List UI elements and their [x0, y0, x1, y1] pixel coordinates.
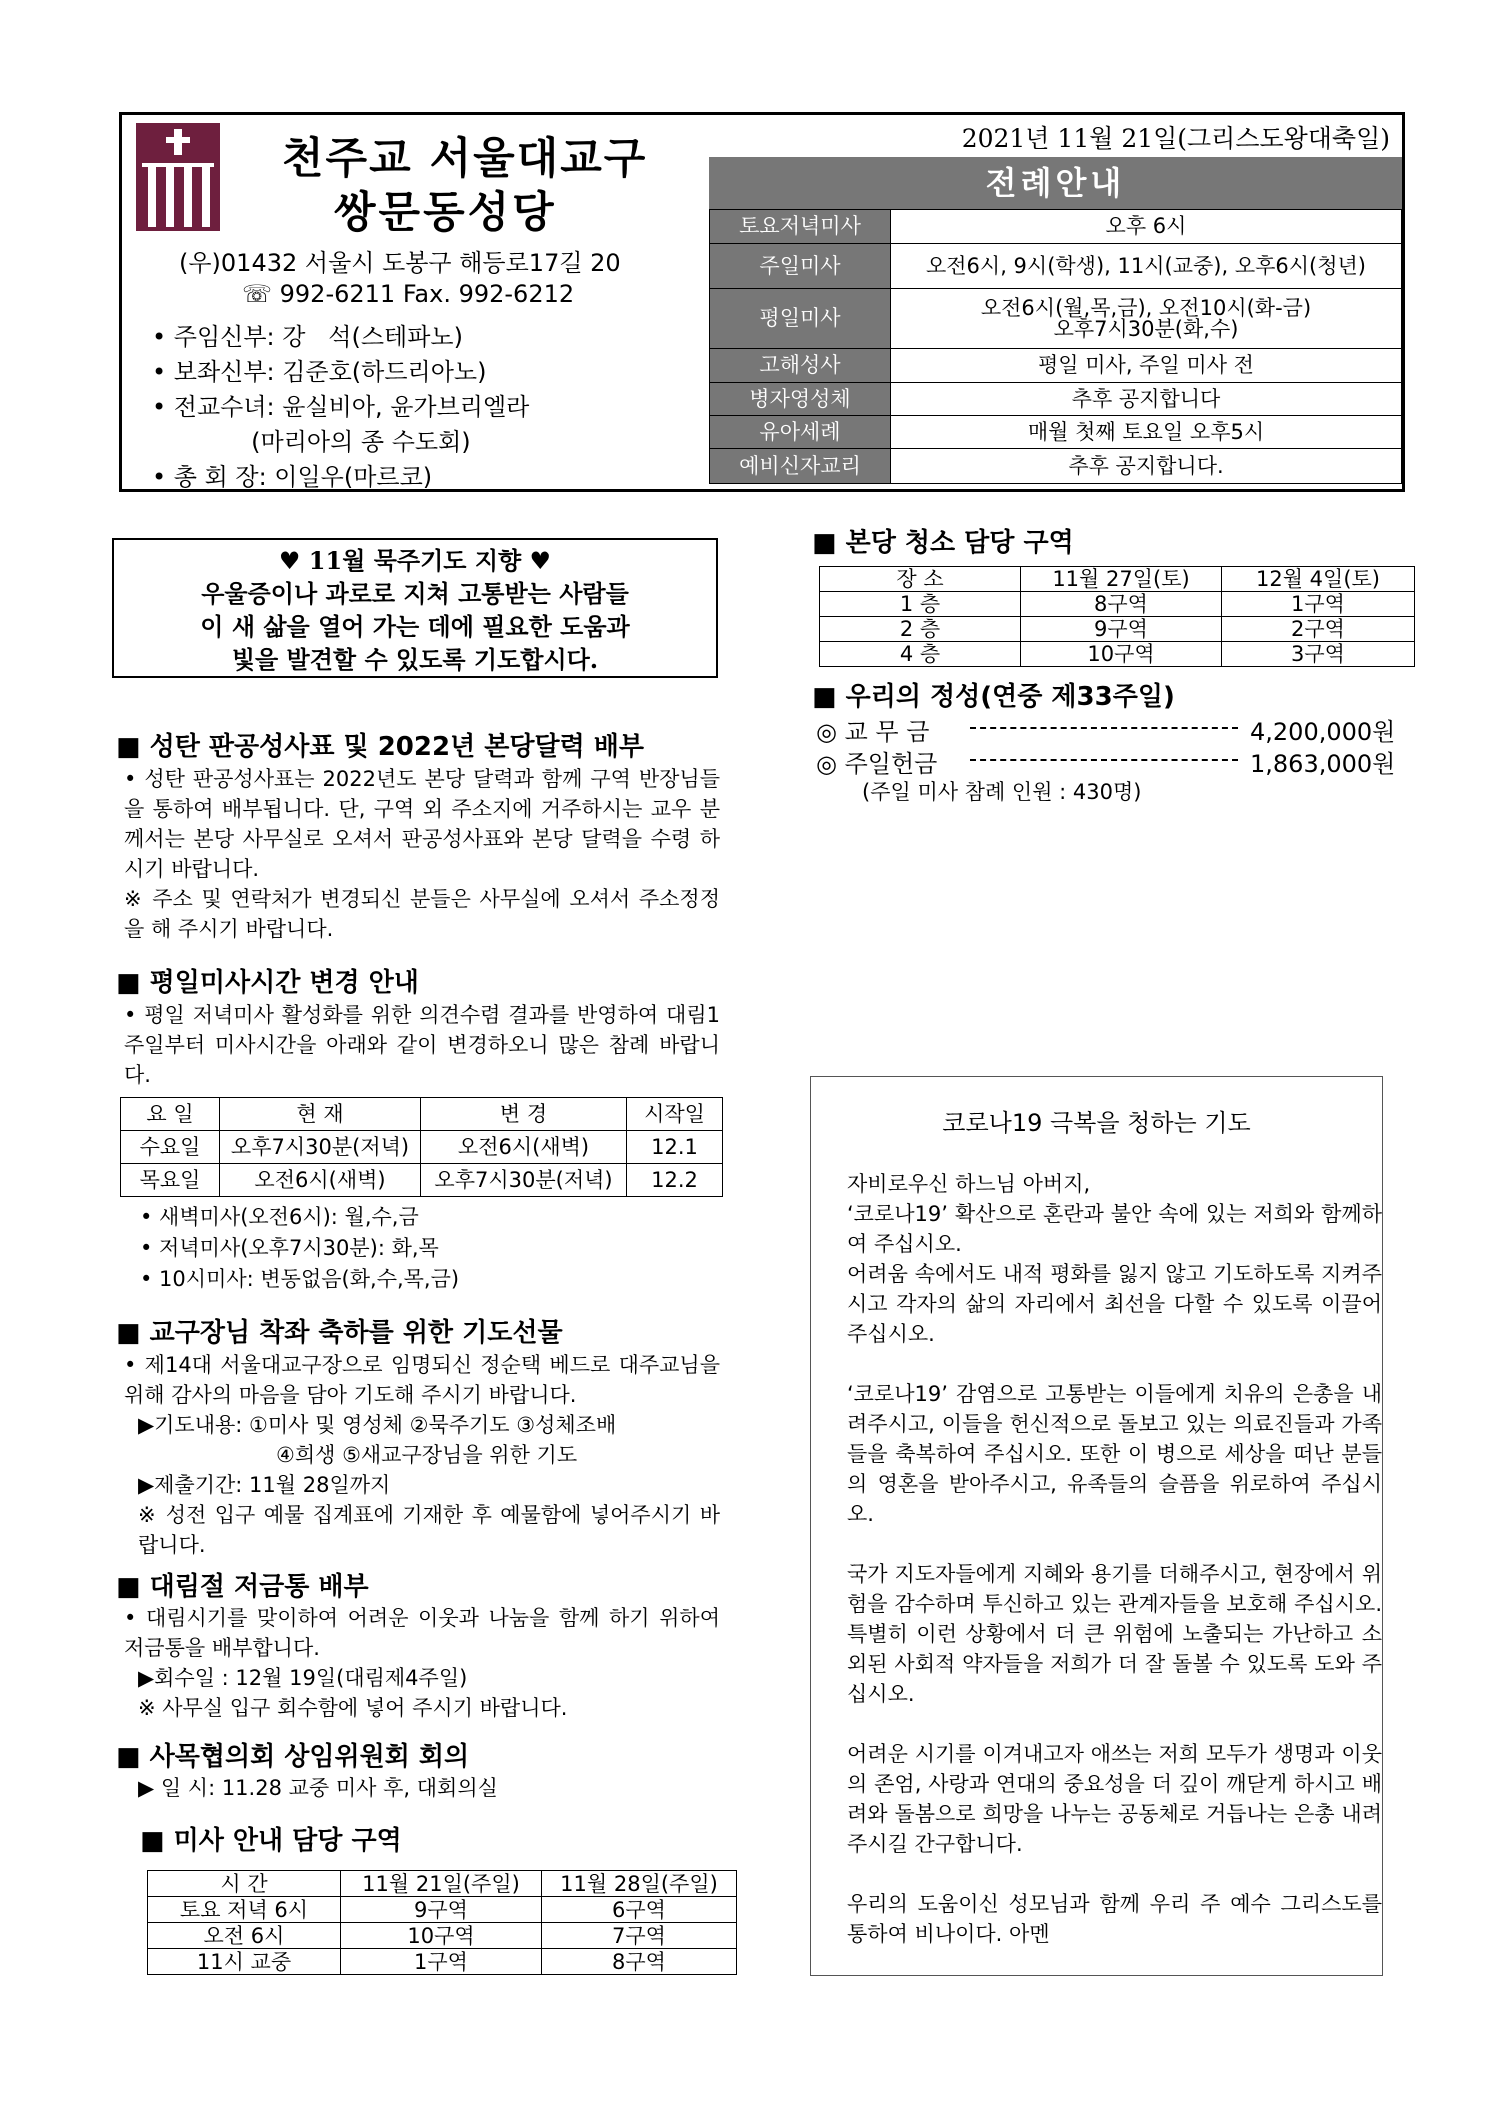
table-cell: 오전 6시: [148, 1923, 341, 1949]
liturgy-label: 고해성사: [710, 349, 891, 383]
table-cell: 토요 저녁 6시: [148, 1897, 341, 1923]
table-header: 11월 28일(주일): [542, 1871, 737, 1897]
table-cell: 오후7시30분(저녁): [421, 1164, 627, 1197]
section-body: [124, 764, 720, 944]
table-cell: 3구역: [1222, 642, 1415, 667]
prayer-paragraph: 국가 지도자들에게 지혜와 용기를 더해주시고, 현장에서 위험을 감수하며 투신하고 있는 관계자들을 보호해 주십시오. 특별히 이런 상황에서 더 큰 위험에 노출되는 가난하고 소외된 사회적 약자들을 저희가 더 잘 돌볼 수 있도록 도와 주십시오.: [847, 1562, 1382, 1706]
prayer-paragraph: 자비로우신 하느님 아버지, ‘코로나19’ 확산으로 혼란과 불안 속에 있는 저희와 함께하여 주십시오. 어려움 속에서도 내적 평화를 잃지 않고 기도하도록 지켜주시고 각자의 삶의 자리에서 최선을 다할 수 있도록 이끌어 주십시오.: [847, 1172, 1382, 1346]
liturgy-table: [709, 209, 1402, 484]
table-cell: 1구역: [1222, 592, 1415, 617]
bullet-line: • 저녁미사(오후7시30분): 화,목: [140, 1236, 439, 1260]
table-cell: 7구역: [542, 1923, 737, 1949]
mass-guide-table: [147, 1870, 737, 1975]
section-body: [124, 1000, 720, 1090]
staff-line: • 보좌신부: 김준호(하드리아노): [152, 358, 487, 386]
table-cell: 8구역: [1021, 592, 1222, 617]
liturgy-title: 전례안내: [709, 157, 1402, 209]
table-cell: 6구역: [542, 1897, 737, 1923]
paragraph: • 평일 저녁미사 활성화를 위한 의견수렴 결과를 반영하여 대림1주일부터 미사시간을 아래와 같이 변경하오니 많은 참례 바랍니다.: [124, 1003, 720, 1087]
offering-label: ◎ 교 무 금: [816, 718, 930, 746]
monthly-prayer-line: 빛을 발견할 수 있도록 기도합시다.: [231, 645, 599, 674]
liturgy-label: 예비신자교리: [710, 449, 891, 484]
paragraph: ④희생 ⑤새교구장님을 위한 기도: [276, 1443, 578, 1467]
table-cell: 목요일: [121, 1164, 220, 1197]
table-cell: 2 층: [820, 617, 1021, 642]
table-cell: 오후7시30분(저녁): [220, 1131, 421, 1164]
paragraph: ※ 사무실 입구 회수함에 넣어 주시기 바랍니다.: [138, 1696, 568, 1720]
liturgy-label: 주일미사: [710, 244, 891, 289]
bulletin-date: 2021년 11월 21일(그리스도왕대축일): [961, 124, 1390, 153]
paragraph: ▶제출기간: 11월 28일까지: [138, 1473, 391, 1497]
liturgy-label: 유아세례: [710, 416, 891, 449]
table-cell: 4 층: [820, 642, 1021, 667]
prayer-paragraph: 우리의 도움이신 성모님과 함께 우리 주 예수 그리스도를 통하여 비나이다. 아멘: [847, 1892, 1382, 1946]
corona-prayer-box: [810, 1076, 1383, 1976]
liturgy-label: 평일미사: [710, 289, 891, 349]
liturgy-value: 오후 6시: [891, 210, 1402, 244]
prayer-paragraph: 어려운 시기를 이겨내고자 애쓰는 저희 모두가 생명과 이웃의 존엄, 사랑과 연대의 중요성을 더 깊이 깨닫게 하시고 배려와 돌봄으로 희망을 나누는 공동체로 거듭나는 은총 내려 주시길 간구합니다.: [847, 1742, 1382, 1856]
liturgy-value: 추후 공지합니다: [891, 383, 1402, 416]
table-header: 장 소: [820, 567, 1021, 592]
paragraph: ▶회수일 : 12월 19일(대림제4주일): [138, 1666, 468, 1690]
section-title: ■ 교구장님 착좌 축하를 위한 기도선물: [116, 1318, 563, 1348]
paragraph: • 성탄 판공성사표는 2022년도 본당 달력과 함께 구역 반장님들을 통하여 배부됩니다. 단, 구역 외 주소지에 거주하시는 교우 분께서는 본당 사무실로 오셔서 판공성사표와 본당 달력을 수령 하시기 바랍니다.: [124, 767, 720, 881]
table-header: 시작일: [627, 1098, 723, 1131]
section-title: ■ 사목협의회 상임위원회 회의: [116, 1742, 470, 1772]
offering-value: 4,200,000원: [1250, 718, 1396, 746]
parish-name-line2: 쌍문동성당: [334, 188, 557, 238]
table-cell: 12.1: [627, 1131, 723, 1164]
corona-prayer-title: 코로나19 극복을 청하는 기도: [942, 1109, 1251, 1137]
paragraph: ▶ 일 시: 11.28 교중 미사 후, 대회의실: [138, 1776, 498, 1800]
offering-label: ◎ 주일헌금: [816, 750, 938, 778]
table-cell: 1구역: [341, 1949, 542, 1975]
staff-line: • 주임신부: 강 석(스테파노): [152, 323, 463, 351]
leader-line: [970, 727, 1238, 729]
table-header: 11월 27일(토): [1021, 567, 1222, 592]
table-header: 11월 21일(주일): [341, 1871, 542, 1897]
mass-schedule-notes: [140, 1202, 459, 1295]
section-title: ■ 미사 안내 담당 구역: [140, 1826, 402, 1856]
liturgy-label: 토요저녁미사: [710, 210, 891, 244]
attendance-note: (주일 미사 참례 인원 : 430명): [862, 780, 1142, 804]
monthly-prayer-box: [112, 538, 718, 678]
section-title: ■ 우리의 정성(연중 제33주일): [812, 682, 1175, 712]
liturgy-label: 병자영성체: [710, 383, 891, 416]
parish-address: (우)01432 서울시 도봉구 해등로17길 20: [179, 249, 621, 277]
table-cell: 9구역: [1021, 617, 1222, 642]
table-cell: 12.2: [627, 1164, 723, 1197]
table-cell: 수요일: [121, 1131, 220, 1164]
monthly-prayer-title: ♥ 11월 묵주기도 지향 ♥: [278, 546, 552, 575]
bullet-line: • 새벽미사(오전6시): 월,수,금: [140, 1205, 419, 1229]
table-header: 요 일: [121, 1098, 220, 1131]
staff-line: (마리아의 종 수도회): [152, 428, 471, 456]
mass-change-table: [120, 1097, 723, 1197]
table-cell: 8구역: [542, 1949, 737, 1975]
paragraph: ※ 성전 입구 예물 집계표에 기재한 후 예물함에 넣어주시기 바랍니다.: [138, 1503, 720, 1557]
section-body: [124, 1603, 720, 1723]
monthly-prayer-line: 우울증이나 과로로 지쳐 고통받는 사람들: [201, 579, 629, 608]
section-title: ■ 본당 청소 담당 구역: [812, 528, 1074, 558]
paragraph: ※ 주소 및 연락처가 변경되신 분들은 사무실에 오셔서 주소정정을 해 주시기 바랍니다.: [124, 887, 720, 941]
table-cell: 11시 교중: [148, 1949, 341, 1975]
section-body: [124, 1350, 720, 1560]
table-cell: 9구역: [341, 1897, 542, 1923]
prayer-paragraph: ‘코로나19’ 감염으로 고통받는 이들에게 치유의 은총을 내려주시고, 이들을 헌신적으로 돌보고 있는 의료진들과 가족들을 축복하여 주십시오. 또한 이 병으로 세상을 떠난 분들의 영혼을 받아주시고, 유족들의 슬픔을 위로하여 주십시오.: [847, 1382, 1382, 1526]
section-title: ■ 대림절 저금통 배부: [116, 1572, 369, 1602]
table-header: 변 경: [421, 1098, 627, 1131]
liturgy-value: 평일 미사, 주일 미사 전: [891, 349, 1402, 383]
offering-value: 1,863,000원: [1250, 750, 1396, 778]
table-cell: 2구역: [1222, 617, 1415, 642]
paragraph: • 제14대 서울대교구장으로 임명되신 정순택 베드로 대주교님을 위해 감사의 마음을 담아 기도해 주시기 바랍니다.: [124, 1353, 720, 1407]
parish-name-line1: 천주교 서울대교구: [282, 134, 648, 184]
staff-line: • 전교수녀: 윤실비아, 윤가브리엘라: [152, 393, 530, 421]
church-logo-icon: [136, 123, 220, 231]
table-cell: 오전6시(새벽): [220, 1164, 421, 1197]
paragraph: • 대림시기를 맞이하여 어려운 이웃과 나눔을 함께 하기 위하여 저금통을 배부합니다.: [124, 1606, 720, 1660]
cleaning-table: [819, 566, 1415, 667]
liturgy-value: 오전6시(월,목,금), 오전10시(화-금) 오후7시30분(화,수): [891, 289, 1402, 349]
paragraph: ▶기도내용: ①미사 및 영성체 ②묵주기도 ③성체조배: [138, 1413, 617, 1437]
table-header: 시 간: [148, 1871, 341, 1897]
table-header: 12월 4일(토): [1222, 567, 1415, 592]
table-cell: 오전6시(새벽): [421, 1131, 627, 1164]
table-header: 현 재: [220, 1098, 421, 1131]
table-cell: 1 층: [820, 592, 1021, 617]
staff-line: • 총 회 장: 이일우(마르코): [152, 463, 433, 491]
table-cell: 10구역: [1021, 642, 1222, 667]
leader-line: [970, 759, 1238, 761]
monthly-prayer-line: 이 새 삶을 열어 가는 데에 필요한 도움과: [200, 612, 630, 641]
section-body: [138, 1773, 718, 1803]
bullet-line: • 10시미사: 변동없음(화,수,목,금): [140, 1267, 460, 1291]
liturgy-value: 매월 첫째 토요일 오후5시: [891, 416, 1402, 449]
parish-phone: ☏ 992-6211 Fax. 992-6212: [242, 280, 575, 308]
liturgy-value: 추후 공지합니다.: [891, 449, 1402, 484]
section-title: ■ 성탄 판공성사표 및 2022년 본당달력 배부: [116, 732, 644, 762]
corona-prayer-body: [847, 1169, 1382, 1979]
bulletin-header: [119, 112, 1405, 492]
liturgy-value: 오전6시, 9시(학생), 11시(교중), 오후6시(청년): [891, 244, 1402, 289]
section-title: ■ 평일미사시간 변경 안내: [116, 968, 419, 998]
table-cell: 10구역: [341, 1923, 542, 1949]
